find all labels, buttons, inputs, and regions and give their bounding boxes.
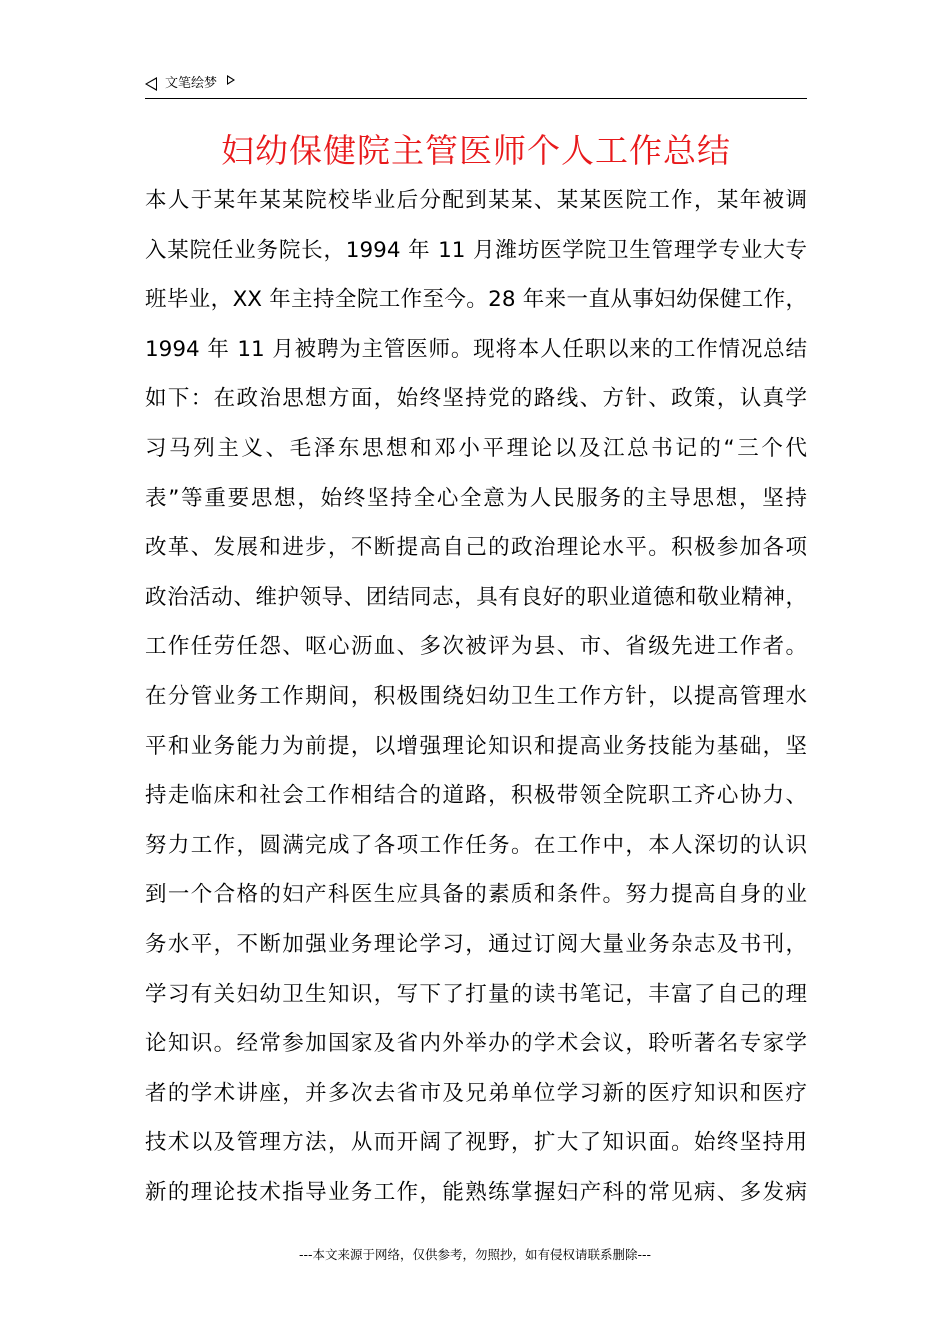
triangle-right-icon [227,75,235,85]
body-line: 改革、发展和进步，不断提高自己的政治理论水平。积极参加各项 [145,535,807,561]
page-footer-note: ---本文来源于网络，仅供参考，勿照抄，如有侵权请联系删除--- [298,1247,652,1262]
body-line: 习马列主义、毛泽东思想和邓小平理论以及江总书记的“三个代 [145,435,807,461]
body-line: 到一个合格的妇产科医生应具备的素质和条件。努力提高自身的业 [145,882,807,908]
page-header [145,74,807,99]
body-line: 者的学术讲座，并多次去省市及兄弟单位学习新的医疗知识和医疗 [145,1080,807,1106]
body-line: 工作任劳任怨、呕心沥血、多次被评为县、市、省级先进工作者。 [145,634,807,660]
body-line: 如下：在政治思想方面，始终坚持党的路线、方针、政策，认真学 [145,386,807,412]
body-line: 在分管业务工作期间，积极围绕妇幼卫生工作方针，以提高管理水 [145,683,807,709]
body-line: 1994 年 11 月被聘为主管医师。现将本人任职以来的工作情况总结 [145,336,807,362]
document-title: 妇幼保健院主管医师个人工作总结 [221,131,731,170]
triangle-left-icon [145,77,157,91]
body-line: 新的理论技术指导业务工作，能熟练掌握妇产科的常见病、多发病 [145,1179,807,1205]
body-line: 平和业务能力为前提，以增强理论知识和提高业务技能为基础，坚 [145,733,807,759]
body-line: 入某院任业务院长，1994 年 11 月潍坊医学院卫生管理学专业大专 [145,237,807,263]
body-line: 班毕业，XX 年主持全院工作至今。28 年来一直从事妇幼保健工作， [145,287,807,313]
body-line: 政治活动、维护领导、团结同志，具有良好的职业道德和敬业精神， [145,584,807,610]
body-line: 务水平，不断加强业务理论学习，通过订阅大量业务杂志及书刊， [145,931,807,957]
body-line: 论知识。经常参加国家及省内外举办的学术会议，聆听著名专家学 [145,1031,807,1057]
body-line: 本人于某年某某院校毕业后分配到某某、某某医院工作，某年被调 [145,188,807,213]
document-body [145,176,807,1217]
body-line: 努力工作，圆满完成了各项工作任务。在工作中，本人深切的认识 [145,832,807,858]
body-line: 学习有关妇幼卫生知识，写下了打量的读书笔记，丰富了自己的理 [145,981,807,1007]
body-line: 持走临床和社会工作相结合的道路，积极带领全院职工齐心协力、 [145,783,807,809]
header-label: 文笔绘梦 [165,76,218,91]
body-line: 表”等重要思想，始终坚持全心全意为人民服务的主导思想，坚持 [145,485,807,511]
header-brand [145,74,235,94]
body-line: 技术以及管理方法，从而开阔了视野，扩大了知识面。始终坚持用 [145,1130,807,1156]
